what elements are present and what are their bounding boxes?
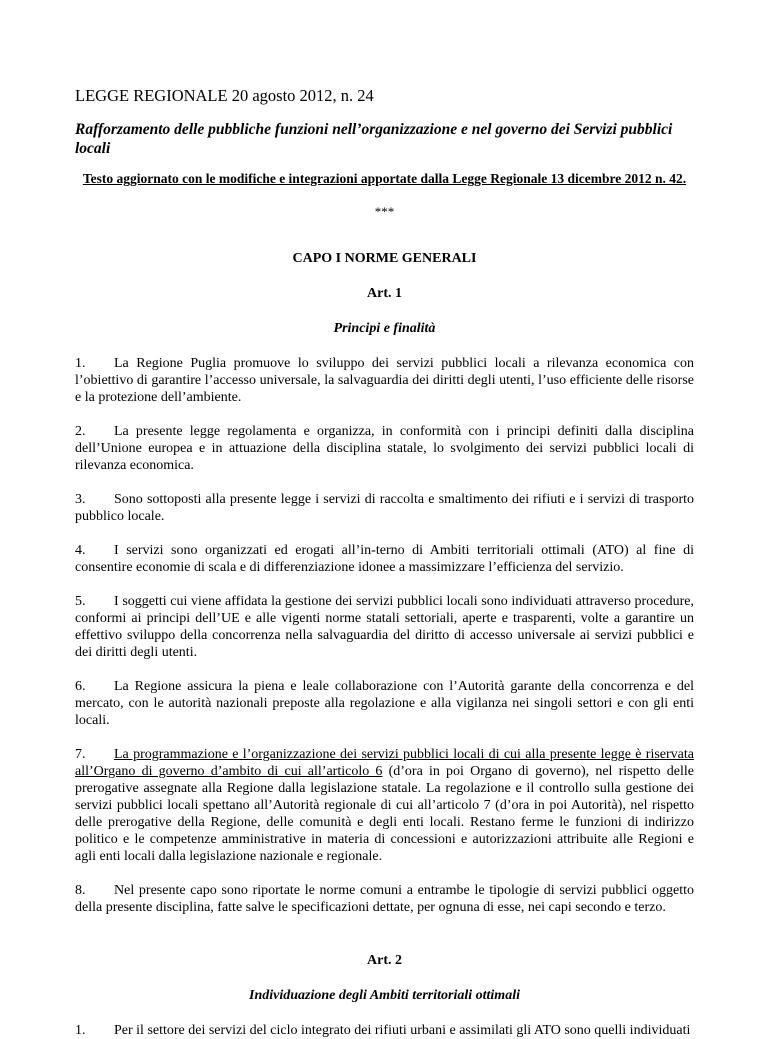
update-note: Testo aggiornato con le modifiche e integrazioni apportate dalla Legge Regionale 13 dicembre 2012 n. 42. — [82, 171, 687, 186]
separator: *** — [374, 204, 395, 219]
article-1-title: Principi e finalità — [333, 321, 436, 336]
article-2-title: Individuazione degli Ambiti territoriali ottimali — [249, 988, 520, 1003]
article-1-paragraph-3: 3. Sono sottoposti alla presente legge i servizi di raccolta e smaltimento dei rifiuti e i servizi di trasporto pubblico locale. — [75, 492, 694, 524]
article-1-paragraph-2: 2. La presente legge regolamenta e organizza, in conformità con i principi definiti dalla disciplina dell’Unione europea e in attuazione della disciplina statale, lo svolgimento dei servizi pubblici locali di rilevanza economica. — [75, 424, 694, 473]
article-1-paragraph-5: 5. I soggetti cui viene affidata la gestione dei servizi pubblici locali sono individuati attraverso procedure, conformi ai principi dell’UE e alle vigenti norme statali settoriali, aperte e trasparenti, volte a garantire un effettivo sviluppo della concorrenza nella salvaguardia del diritto di accesso universale ai servizi pubblici e dei diritti degli utenti. — [75, 594, 694, 660]
law-subtitle: Rafforzamento delle pubbliche funzioni nell’organizzazione e nel governo dei Servizi pubblici locali — [75, 121, 673, 157]
article-2-paragraph-1: 1. Per il settore dei servizi del ciclo integrato dei rifiuti urbani e assimilati gli ATO sono quelli individuati — [75, 1023, 691, 1038]
law-title: LEGGE REGIONALE 20 agosto 2012, n. 24 — [75, 86, 374, 105]
article-1-paragraph-8: 8. Nel presente capo sono riportate le norme comuni a entrambe le tipologie di servizi pubblici oggetto della presente disciplina, fatte salve le specificazioni dettate, per ognuna di esse, nei capi secondo e terzo. — [75, 883, 694, 915]
article-1-paragraph-4: 4. I servizi sono organizzati ed erogati all’in-terno di Ambiti territoriali ottimali (ATO) al fine di consentire economie di scala e di differenziazione idonee a massimizzare l’efficienza del servizio. — [75, 543, 694, 575]
article-1-paragraph-7: 7. La programmazione e l’organizzazione dei servizi pubblici locali di cui alla presente legge è riservata all’Organo di governo d’ambito di cui all’articolo 6 (d’ora in poi Organo di governo), nel rispetto delle prerogative assegnate alla Regione dalla legislazione statale. La regolazione e il controllo sulla gestione dei servizi pubblici locali spettano all’Autorità regionale di cui all’articolo 7 (d’ora in poi Autorità), nel rispetto delle prerogative della Regione, delle comunità e degli enti locali. Restano ferme le funzioni di indirizzo politico e le competenze amministrative in materia di concessioni e autorizzazioni attribuite alle Regioni e agli enti locali dalla legislazione nazionale e regionale. — [75, 747, 695, 864]
article-2-number: Art. 2 — [367, 953, 402, 968]
article-1-paragraph-6: 6. La Regione assicura la piena e leale collaborazione con l’Autorità garante della concorrenza e del mercato, con le autorità nazionali preposte alla regolazione e alla vigilanza nei singoli settori e con gli enti locali. — [75, 679, 694, 728]
capo-title: CAPO I NORME GENERALI — [292, 251, 477, 266]
article-1-number: Art. 1 — [367, 286, 402, 301]
article-1-paragraph-1: 1. La Regione Puglia promuove lo sviluppo dei servizi pubblici locali a rilevanza economica con l’obiettivo di garantire l’accesso universale, la salvaguardia dei diritti degli utenti, l’uso efficiente delle risorse e la protezione dell’ambiente. — [75, 356, 694, 405]
